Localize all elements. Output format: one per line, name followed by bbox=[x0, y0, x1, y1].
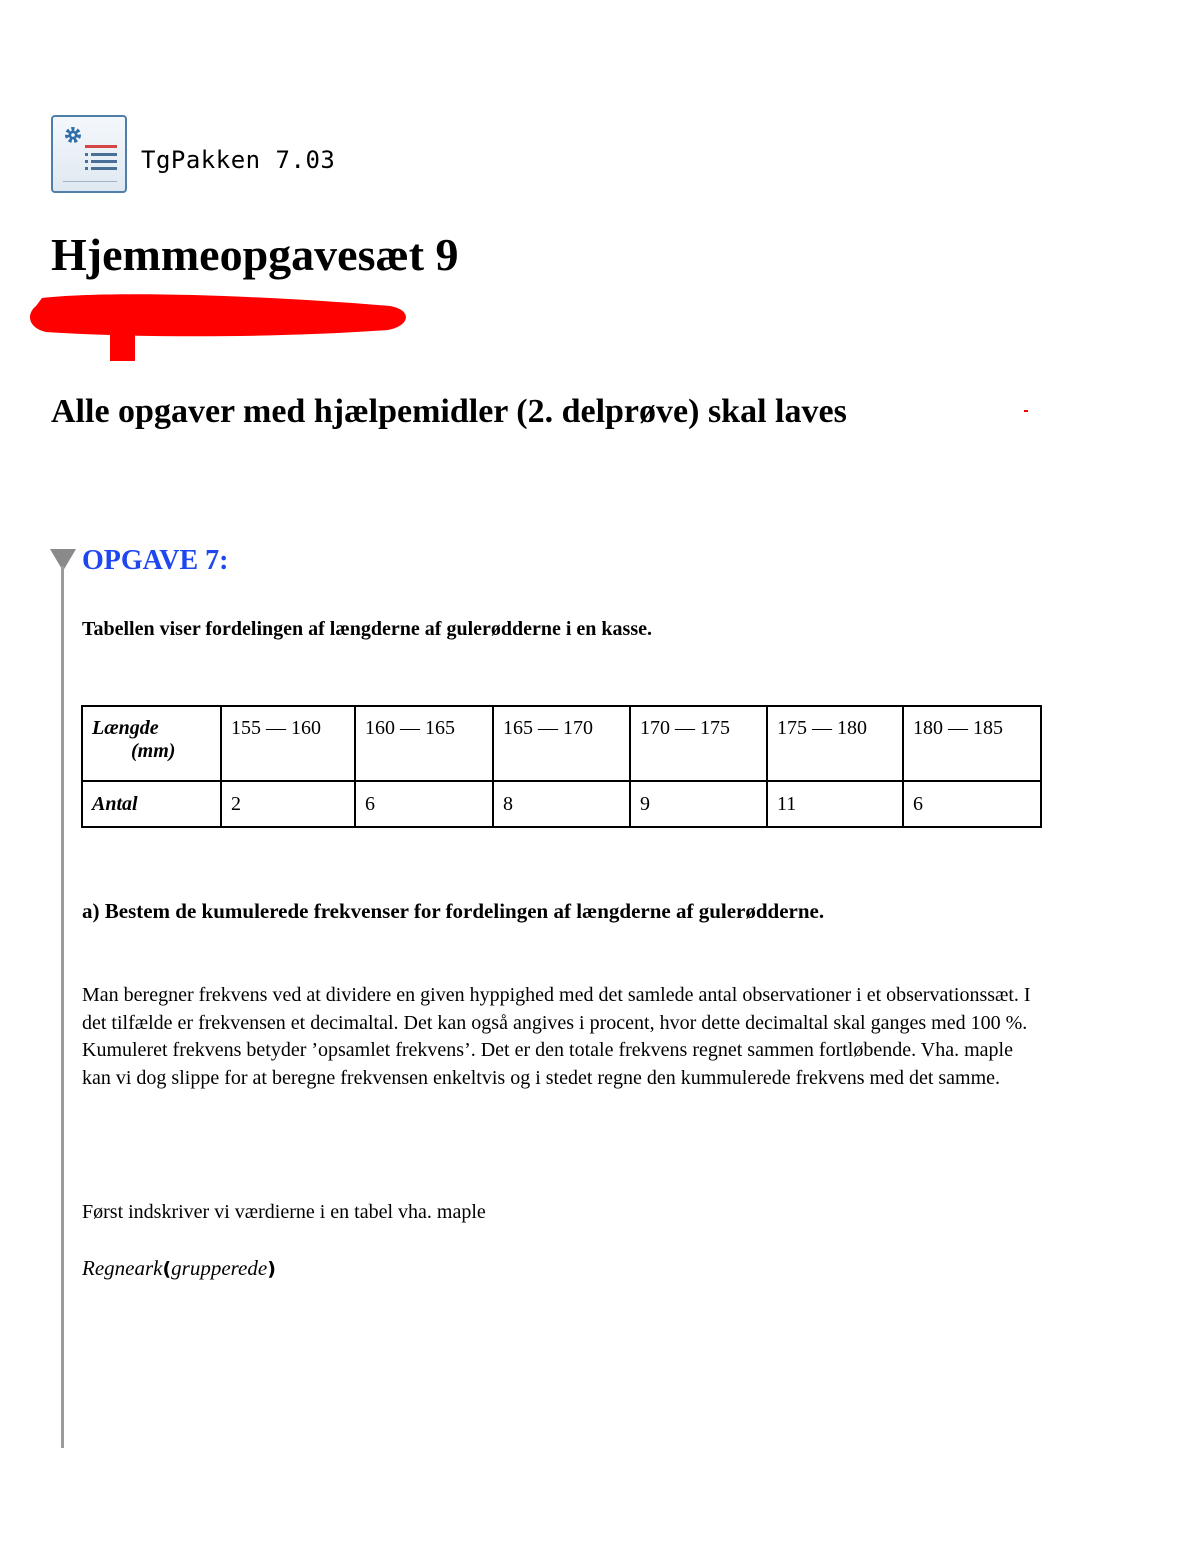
close-paren: ) bbox=[267, 1258, 276, 1280]
header-unit: (mm) bbox=[131, 740, 176, 762]
open-paren: ( bbox=[162, 1258, 172, 1280]
table-row-label: Antal bbox=[82, 781, 221, 827]
table-cell: 9 bbox=[630, 781, 767, 827]
maple-command[interactable] bbox=[82, 1256, 276, 1281]
paragraph: Kumuleret frekvens betyder ’opsamlet frekvens’. Det er den totale frekvens regnet sammen fortløbende. Vha. maple kan vi dog slippe for at beregne frekvensen enkeltvis og i stedet regne den kummulerede frekvens med det samme. bbox=[82, 1039, 1013, 1089]
table-header-cell bbox=[82, 706, 221, 781]
assignment-subtitle: Alle opgaver med hjælpemidler (2. delprøve) skal laves bbox=[51, 393, 847, 430]
table-row bbox=[82, 781, 1041, 827]
length-distribution-table bbox=[81, 705, 1042, 828]
header-label: Længde bbox=[92, 717, 159, 739]
red-redaction-mark bbox=[28, 288, 413, 368]
command-function: Regneark bbox=[82, 1256, 163, 1280]
table-cell: 6 bbox=[355, 781, 493, 827]
explanation-text bbox=[82, 982, 1042, 1092]
table-cell: 155 — 160 bbox=[221, 706, 355, 781]
task-intro: Tabellen viser fordelingen af længderne af gulerødderne i en kasse. bbox=[82, 618, 652, 640]
table-cell: 175 — 180 bbox=[767, 706, 903, 781]
table-cell: 6 bbox=[903, 781, 1041, 827]
table-cell: 170 — 175 bbox=[630, 706, 767, 781]
red-marker bbox=[1024, 410, 1028, 412]
page-title: Hjemmeopgavesæt 9 bbox=[51, 229, 459, 280]
command-argument: grupperede bbox=[171, 1256, 268, 1280]
table-cell: 8 bbox=[493, 781, 630, 827]
table-cell: 2 bbox=[221, 781, 355, 827]
table-cell: 160 — 165 bbox=[355, 706, 493, 781]
paragraph: Man beregner frekvens ved at dividere en given hyppighed med det samlede antal observationer i et observationssæt. I det tilfælde er frekvensen et decimaltal. Det kan også angives i procent, hvor dette decimaltal skal ganges med 100 %. bbox=[82, 984, 1031, 1034]
instruction-text: Først indskriver vi værdierne i en tabel vha. maple bbox=[82, 1201, 486, 1223]
section-bracket-line bbox=[61, 566, 64, 1448]
question-a: a) Bestem de kumulerede frekvenser for fordelingen af længderne af gulerødderne. bbox=[82, 899, 825, 923]
tgpakken-logo-icon bbox=[51, 115, 127, 193]
table-cell: 165 — 170 bbox=[493, 706, 630, 781]
section-heading: OPGAVE 7: bbox=[82, 545, 229, 576]
app-name: TgPakken 7.03 bbox=[141, 146, 336, 174]
table-cell: 180 — 185 bbox=[903, 706, 1041, 781]
table-row bbox=[82, 706, 1041, 781]
table-cell: 11 bbox=[767, 781, 903, 827]
